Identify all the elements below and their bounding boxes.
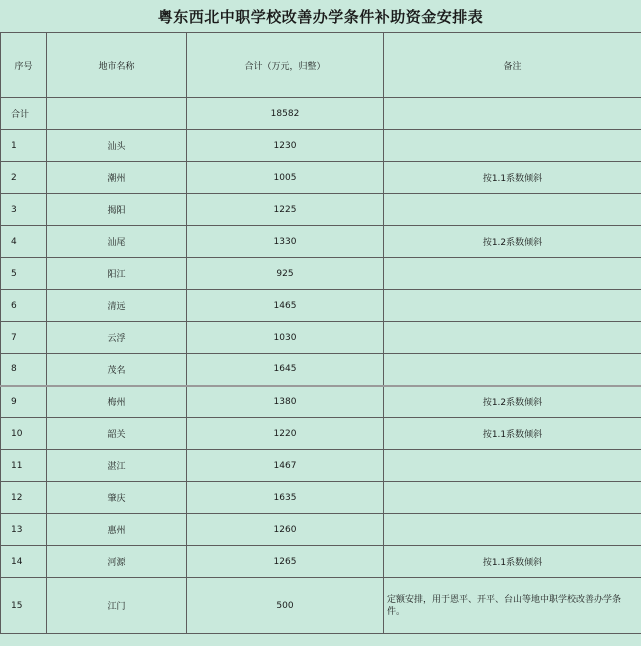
cell-amount[interactable]: 1467: [187, 450, 384, 482]
cell-city[interactable]: 云浮: [47, 322, 187, 354]
table-row: [1, 354, 641, 386]
table-row: [1, 98, 641, 130]
cell-index[interactable]: 5: [1, 258, 47, 290]
cell-amount[interactable]: 1380: [187, 386, 384, 418]
cell-city[interactable]: 梅州: [47, 386, 187, 418]
cell-amount[interactable]: 1260: [187, 514, 384, 546]
cell-index[interactable]: 13: [1, 514, 47, 546]
table-row: [1, 258, 641, 290]
cell-index[interactable]: 8: [1, 354, 47, 386]
cell-amount[interactable]: 18582: [187, 98, 384, 130]
cell-index[interactable]: 6: [1, 290, 47, 322]
cell-index[interactable]: 1: [1, 130, 47, 162]
cell-index[interactable]: 3: [1, 194, 47, 226]
cell-note[interactable]: [384, 290, 641, 322]
table-row: [1, 130, 641, 162]
cell-amount[interactable]: 1230: [187, 130, 384, 162]
cell-note[interactable]: [384, 98, 641, 130]
cell-amount[interactable]: 1265: [187, 546, 384, 578]
cell-note[interactable]: [384, 258, 641, 290]
table-row: [1, 514, 641, 546]
table-row: [1, 290, 641, 322]
cell-amount[interactable]: 1225: [187, 194, 384, 226]
cell-index[interactable]: 7: [1, 322, 47, 354]
cell-city[interactable]: 汕头: [47, 130, 187, 162]
cell-note[interactable]: [384, 130, 641, 162]
cell-city[interactable]: 江门: [47, 578, 187, 634]
cell-city[interactable]: 惠州: [47, 514, 187, 546]
cell-note[interactable]: [384, 354, 641, 386]
cell-note[interactable]: 定额安排，用于恩平、开平、台山等地中职学校改善办学条件。: [384, 578, 641, 634]
table-row: [1, 226, 641, 258]
table-row: [1, 418, 641, 450]
cell-note[interactable]: 按1.1系数倾斜: [384, 546, 641, 578]
table-title: 粤东西北中职学校改善办学条件补助资金安排表: [157, 7, 484, 26]
table-row: [1, 386, 641, 418]
cell-index[interactable]: 10: [1, 418, 47, 450]
cell-amount[interactable]: 1465: [187, 290, 384, 322]
cell-city[interactable]: 清远: [47, 290, 187, 322]
cell-note[interactable]: [384, 482, 641, 514]
cell-city[interactable]: 阳江: [47, 258, 187, 290]
cell-city[interactable]: [47, 98, 187, 130]
table-row: [1, 546, 641, 578]
cell-note[interactable]: [384, 450, 641, 482]
cell-note[interactable]: 按1.2系数倾斜: [384, 386, 641, 418]
cell-note[interactable]: [384, 514, 641, 546]
cell-amount[interactable]: 1635: [187, 482, 384, 514]
cell-index[interactable]: 15: [1, 578, 47, 634]
cell-amount[interactable]: 1030: [187, 322, 384, 354]
cell-city[interactable]: 茂名: [47, 354, 187, 386]
cell-amount[interactable]: 1220: [187, 418, 384, 450]
header-row: [1, 33, 641, 98]
cell-note[interactable]: [384, 194, 641, 226]
cell-city[interactable]: 揭阳: [47, 194, 187, 226]
header-note[interactable]: 备注: [384, 33, 641, 98]
cell-index[interactable]: 11: [1, 450, 47, 482]
cell-index[interactable]: 合计: [1, 98, 47, 130]
table-row: [1, 482, 641, 514]
cell-note[interactable]: 按1.1系数倾斜: [384, 162, 641, 194]
table-row: [1, 322, 641, 354]
cell-amount[interactable]: 1645: [187, 354, 384, 386]
table-row: [1, 162, 641, 194]
cell-note[interactable]: 按1.2系数倾斜: [384, 226, 641, 258]
cell-amount[interactable]: 500: [187, 578, 384, 634]
cell-amount[interactable]: 1005: [187, 162, 384, 194]
allocation-table: [0, 32, 641, 634]
cell-note[interactable]: 按1.1系数倾斜: [384, 418, 641, 450]
cell-city[interactable]: 湛江: [47, 450, 187, 482]
header-amount[interactable]: 合计（万元，归整）: [187, 33, 384, 98]
header-index[interactable]: 序号: [1, 33, 47, 98]
cell-city[interactable]: 河源: [47, 546, 187, 578]
header-city[interactable]: 地市名称: [47, 33, 187, 98]
table-row: [1, 450, 641, 482]
cell-city[interactable]: 汕尾: [47, 226, 187, 258]
cell-note[interactable]: [384, 322, 641, 354]
cell-index[interactable]: 9: [1, 386, 47, 418]
cell-index[interactable]: 4: [1, 226, 47, 258]
table-row: [1, 194, 641, 226]
cell-city[interactable]: 肇庆: [47, 482, 187, 514]
cell-index[interactable]: 12: [1, 482, 47, 514]
cell-index[interactable]: 14: [1, 546, 47, 578]
cell-city[interactable]: 潮州: [47, 162, 187, 194]
table-row: [1, 578, 641, 634]
cell-city[interactable]: 韶关: [47, 418, 187, 450]
cell-index[interactable]: 2: [1, 162, 47, 194]
cell-amount[interactable]: 1330: [187, 226, 384, 258]
cell-amount[interactable]: 925: [187, 258, 384, 290]
